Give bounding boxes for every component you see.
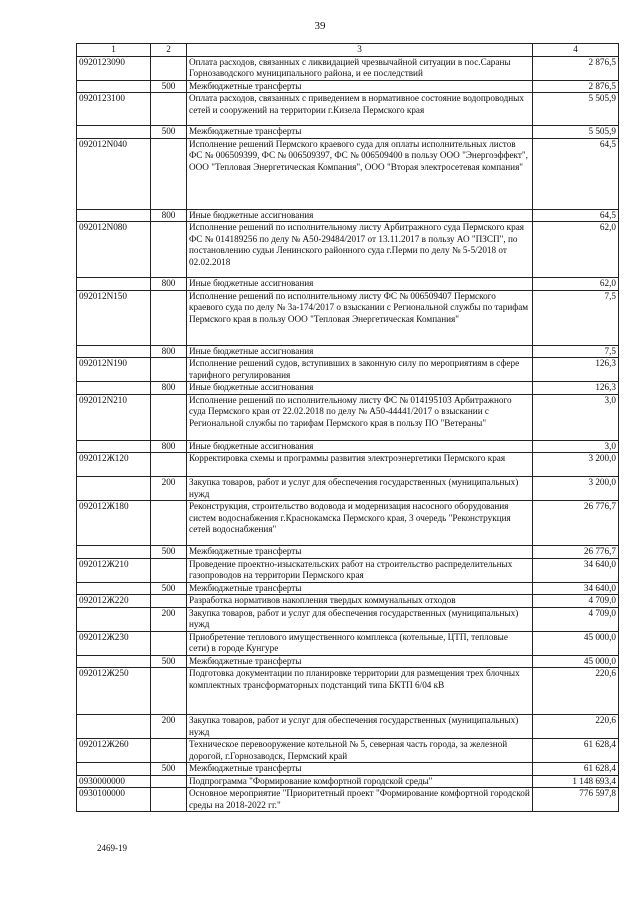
row-expense-type — [151, 595, 187, 608]
row-expense-type: 500 — [151, 126, 187, 139]
row-code — [77, 209, 151, 222]
row-name: Разработка нормативов накопления твердых коммунальных отходов — [187, 595, 533, 608]
row-code: 0920123100 — [77, 93, 151, 126]
row-name: Межбюджетные трансферты — [187, 546, 533, 559]
row-value: 3,0 — [533, 440, 619, 453]
row-value: 126,3 — [533, 382, 619, 395]
row-code — [77, 607, 151, 631]
table-header-row — [77, 44, 619, 57]
row-name: Иные бюджетные ассигнования — [187, 345, 533, 358]
row-name: Межбюджетные трансферты — [187, 80, 533, 93]
row-code — [77, 582, 151, 595]
row-code: 092012Ж210 — [77, 558, 151, 582]
row-code — [77, 715, 151, 739]
row-code: 092012Ж220 — [77, 595, 151, 608]
row-code — [77, 763, 151, 776]
row-expense-type — [151, 222, 187, 278]
row-code: 092012Ж260 — [77, 739, 151, 763]
table-row — [77, 668, 619, 715]
row-name: Подготовка документации по планировке территории для размещения трех блочных комплектных трансформаторных подстанций типа БКТП 6/04 кВ — [187, 668, 533, 715]
table-row — [77, 477, 619, 501]
row-code: 092012Ж180 — [77, 501, 151, 546]
table-row — [77, 595, 619, 608]
table-row — [77, 582, 619, 595]
table-row — [77, 558, 619, 582]
table-row — [77, 775, 619, 788]
row-code: 092012N150 — [77, 290, 151, 345]
table-row — [77, 546, 619, 559]
row-name: Основное мероприятие "Приоритетный проект "Формирование комфортной городской среды на 2018-2022 гг." — [187, 788, 533, 812]
row-code: 092012Ж250 — [77, 668, 151, 715]
row-value: 2 876,5 — [533, 56, 619, 80]
table-body — [77, 56, 619, 812]
table-row — [77, 739, 619, 763]
table-row — [77, 80, 619, 93]
row-code: 092012N080 — [77, 222, 151, 278]
row-expense-type: 200 — [151, 477, 187, 501]
row-expense-type: 500 — [151, 655, 187, 668]
row-name: Межбюджетные трансферты — [187, 763, 533, 776]
row-value: 5 505,9 — [533, 126, 619, 139]
row-code — [77, 278, 151, 291]
row-name: Исполнение решений по исполнительному листу Арбитражного суда Пермского края ФС № 014189256 по делу № А50-29484/2017 от 13.11.2017 в пользу АО "ПЗСП", по постановлению судьи Ленинского районного суда г.Перми по делу № 5-5/2018 от 02.02.2018 — [187, 222, 533, 278]
row-value: 26 776,7 — [533, 546, 619, 559]
row-expense-type — [151, 394, 187, 440]
row-code: 092012Ж230 — [77, 631, 151, 655]
row-name: Подпрограмма "Формирование комфортной городской среды" — [187, 775, 533, 788]
row-code: 0930100000 — [77, 788, 151, 812]
row-value: 34 640,0 — [533, 582, 619, 595]
row-expense-type — [151, 631, 187, 655]
row-expense-type — [151, 501, 187, 546]
row-value: 62,0 — [533, 222, 619, 278]
row-code — [77, 80, 151, 93]
table-row — [77, 382, 619, 395]
table-row — [77, 440, 619, 453]
row-expense-type — [151, 290, 187, 345]
row-expense-type — [151, 788, 187, 812]
row-name: Межбюджетные трансферты — [187, 655, 533, 668]
table-row — [77, 93, 619, 126]
row-name: Иные бюджетные ассигнования — [187, 278, 533, 291]
table-row — [77, 788, 619, 812]
row-name: Иные бюджетные ассигнования — [187, 382, 533, 395]
row-name: Оплата расходов, связанных с ликвидацией чрезвычайной ситуации в пос.Сараны Горнозаводского муниципального района, и ее последствий — [187, 56, 533, 80]
row-name: Реконструкция, строительство водовода и модернизация насосного оборудования систем водоснабжения г.Краснокамска Пермского края, 3 очередь "Реконструкция сетей водоснабжения" — [187, 501, 533, 546]
row-code — [77, 126, 151, 139]
row-name: Приобретение теплового имущественного комплекса (котельные, ЦТП, тепловые сети) в городе Кунгуре — [187, 631, 533, 655]
row-expense-type — [151, 453, 187, 477]
row-expense-type: 800 — [151, 345, 187, 358]
table-row — [77, 715, 619, 739]
table-row — [77, 345, 619, 358]
row-value: 776 597,8 — [533, 788, 619, 812]
row-value: 2 876,5 — [533, 80, 619, 93]
header-col-2: 2 — [151, 44, 187, 57]
table-row — [77, 607, 619, 631]
row-code: 0930000000 — [77, 775, 151, 788]
table-row — [77, 126, 619, 139]
row-code: 092012N190 — [77, 358, 151, 382]
row-expense-type: 200 — [151, 607, 187, 631]
table-row — [77, 222, 619, 278]
row-expense-type: 500 — [151, 582, 187, 595]
row-value: 126,3 — [533, 358, 619, 382]
row-value: 26 776,7 — [533, 501, 619, 546]
row-expense-type: 500 — [151, 763, 187, 776]
table-row — [77, 655, 619, 668]
header-col-4: 4 — [533, 44, 619, 57]
row-code — [77, 382, 151, 395]
row-code: 092012N040 — [77, 138, 151, 209]
row-name: Межбюджетные трансферты — [187, 582, 533, 595]
row-name: Проведение проектно-изыскательских работ на строительство распределительных газопроводов на территории Пермского края — [187, 558, 533, 582]
table-row — [77, 278, 619, 291]
header-col-1: 1 — [77, 44, 151, 57]
table-row — [77, 209, 619, 222]
row-value: 64,5 — [533, 209, 619, 222]
row-expense-type — [151, 739, 187, 763]
row-code: 092012N210 — [77, 394, 151, 440]
table-row — [77, 56, 619, 80]
row-value: 45 000,0 — [533, 631, 619, 655]
row-expense-type — [151, 93, 187, 126]
row-code — [77, 345, 151, 358]
header-col-3: 3 — [187, 44, 533, 57]
row-value: 220,6 — [533, 715, 619, 739]
row-code — [77, 655, 151, 668]
row-value: 4 709,0 — [533, 607, 619, 631]
table-row — [77, 501, 619, 546]
row-name: Исполнение решений по исполнительному листу ФС № 014195103 Арбитражного суда Пермского края от 22.02.2018 по делу № А50-44441/2017 о взыскании с Региональной службы по тарифам Пермского края в пользу ПО "Ветераны" — [187, 394, 533, 440]
row-expense-type: 500 — [151, 546, 187, 559]
row-value: 220,6 — [533, 668, 619, 715]
row-name: Закупка товаров, работ и услуг для обеспечения государственных (муниципальных) нужд — [187, 607, 533, 631]
table-row — [77, 631, 619, 655]
table-row — [77, 290, 619, 345]
table-row — [77, 453, 619, 477]
row-name: Иные бюджетные ассигнования — [187, 440, 533, 453]
row-expense-type: 500 — [151, 80, 187, 93]
row-name: Закупка товаров, работ и услуг для обеспечения государственных (муниципальных) нужд — [187, 477, 533, 501]
row-value: 62,0 — [533, 278, 619, 291]
row-expense-type: 800 — [151, 209, 187, 222]
row-name: Закупка товаров, работ и услуг для обеспечения государственных (муниципальных) нужд — [187, 715, 533, 739]
row-name: Корректировка схемы и программы развития электроэнергетики Пермского края — [187, 453, 533, 477]
page-number: 39 — [314, 20, 326, 32]
table-row — [77, 394, 619, 440]
row-value: 61 628,4 — [533, 763, 619, 776]
row-expense-type — [151, 358, 187, 382]
row-expense-type — [151, 558, 187, 582]
row-value: 7,5 — [533, 345, 619, 358]
row-code — [77, 546, 151, 559]
row-name: Исполнение решений Пермского краевого суда для оплаты исполнительных листов ФС № 006509399, ФС № 006509397, ФС № 006509400 в пользу ООО "Энергоэффект", ООО "Тепловая Энергетическая Компания", ООО "Вторая электросетевая компания" — [187, 138, 533, 209]
row-expense-type: 800 — [151, 382, 187, 395]
row-value: 3 200,0 — [533, 477, 619, 501]
table-row — [77, 138, 619, 209]
row-expense-type: 800 — [151, 278, 187, 291]
row-code — [77, 477, 151, 501]
row-value: 1 148 693,4 — [533, 775, 619, 788]
row-expense-type: 800 — [151, 440, 187, 453]
row-expense-type — [151, 138, 187, 209]
row-name: Исполнение решений судов, вступивших в законную силу по мероприятиям в сфере тарифного регулирования — [187, 358, 533, 382]
row-value: 3,0 — [533, 394, 619, 440]
row-expense-type — [151, 668, 187, 715]
row-expense-type — [151, 56, 187, 80]
row-value: 5 505,9 — [533, 93, 619, 126]
row-value: 3 200,0 — [533, 453, 619, 477]
row-value: 61 628,4 — [533, 739, 619, 763]
row-value: 34 640,0 — [533, 558, 619, 582]
table-row — [77, 358, 619, 382]
row-code: 0920123090 — [77, 56, 151, 80]
row-name: Оплата расходов, связанных с приведением в нормативное состояние водопроводных сетей и сооружений на территории г.Кизела Пермского края — [187, 93, 533, 126]
row-name: Межбюджетные трансферты — [187, 126, 533, 139]
row-value: 45 000,0 — [533, 655, 619, 668]
row-code: 092012Ж120 — [77, 453, 151, 477]
row-value: 4 709,0 — [533, 595, 619, 608]
row-name: Исполнение решений по исполнительному листу ФС № 006509407 Пермского краевого суда по делу № 3а-174/2017 о взыскании с Региональной службы по тарифам Пермского края в пользу ООО "Тепловая Энергетическая Компания" — [187, 290, 533, 345]
table-row — [77, 763, 619, 776]
budget-table — [76, 43, 619, 812]
row-value: 7,5 — [533, 290, 619, 345]
row-name: Иные бюджетные ассигнования — [187, 209, 533, 222]
row-expense-type: 200 — [151, 715, 187, 739]
row-value: 64,5 — [533, 138, 619, 209]
row-name: Техническое перевооружение котельной № 5, северная часть города, за железной дорогой, г.Горнозаводск, Пермский край — [187, 739, 533, 763]
row-expense-type — [151, 775, 187, 788]
row-code — [77, 440, 151, 453]
footer-code: 2469-19 — [97, 843, 127, 853]
